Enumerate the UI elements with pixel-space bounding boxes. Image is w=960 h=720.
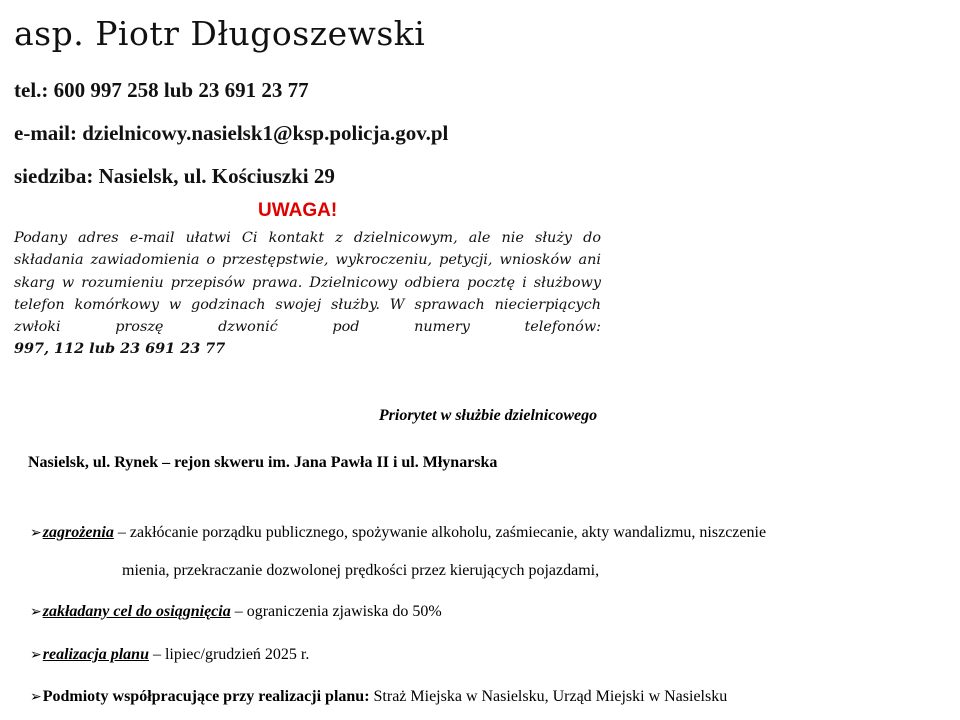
item-text: – lipiec/grudzień 2025 r. bbox=[148, 646, 310, 663]
priority-item-schedule bbox=[30, 646, 309, 664]
priority-item-threats bbox=[30, 524, 766, 542]
item-text: – ograniczenia zjawiska do 50% bbox=[230, 603, 442, 620]
arrowhead-bullet-icon: ➢ bbox=[30, 689, 42, 705]
arrowhead-bullet-icon: ➢ bbox=[30, 647, 42, 663]
item-key: Podmioty współpracujące przy realizacji planu: bbox=[42, 688, 370, 705]
officer-seat: siedziba: Nasielsk, ul. Kościuszki 29 bbox=[14, 164, 335, 188]
item-key: zakładany cel do osiągnięcia bbox=[42, 603, 231, 620]
priority-area: Nasielsk, ul. Rynek – rejon skweru im. Jana Pawła II i ul. Młynarska bbox=[28, 454, 498, 471]
officer-email: dzielnicowy.nasielsk1@ksp.policja.gov.pl bbox=[82, 121, 449, 145]
warning-body: Podany adres e-mail ułatwi Ci kontakt z dzielnicowym, ale nie służy do składania zawiadomienia o przestępstwie, wykroczeniu, petycji, wniosków ani skarg w rozumieniu przepisów prawa. Dzielnicowy odbiera pocztę i służbowy telefon komórkowy w godzinach swojej służby. W sprawach niecierpiących zwłoki proszę dzwonić pod numery telefonów: bbox=[14, 230, 601, 336]
email-label: e-mail: bbox=[14, 121, 77, 145]
priority-title: Priorytet w służbie dzielnicowego bbox=[378, 407, 598, 424]
emergency-numbers: 997, 112 lub 23 691 23 77 bbox=[14, 340, 226, 358]
arrowhead-bullet-icon: ➢ bbox=[30, 604, 42, 620]
item-text: – zakłócanie porządku publicznego, spożywanie alkoholu, zaśmiecanie, akty wandalizmu, niszczenie bbox=[113, 524, 767, 541]
priority-item-threats-continuation: mienia, przekraczanie dozwolonej prędkości przez kierujących pojazdami, bbox=[122, 562, 600, 579]
officer-email-line bbox=[14, 121, 448, 146]
officer-phone: tel.: 600 997 258 lub 23 691 23 77 bbox=[14, 78, 309, 102]
officer-name: asp. Piotr Długoszewski bbox=[14, 14, 426, 53]
item-text: Straż Miejska w Nasielsku, Urząd Miejski w Nasielsku bbox=[369, 688, 728, 705]
warning-text bbox=[14, 227, 601, 361]
item-key: realizacja planu bbox=[42, 646, 149, 663]
warning-title: UWAGA! bbox=[258, 200, 338, 221]
priority-item-partners bbox=[30, 688, 727, 706]
priority-item-goal bbox=[30, 603, 442, 621]
arrowhead-bullet-icon: ➢ bbox=[30, 525, 42, 541]
item-key: zagrożenia bbox=[42, 524, 114, 541]
